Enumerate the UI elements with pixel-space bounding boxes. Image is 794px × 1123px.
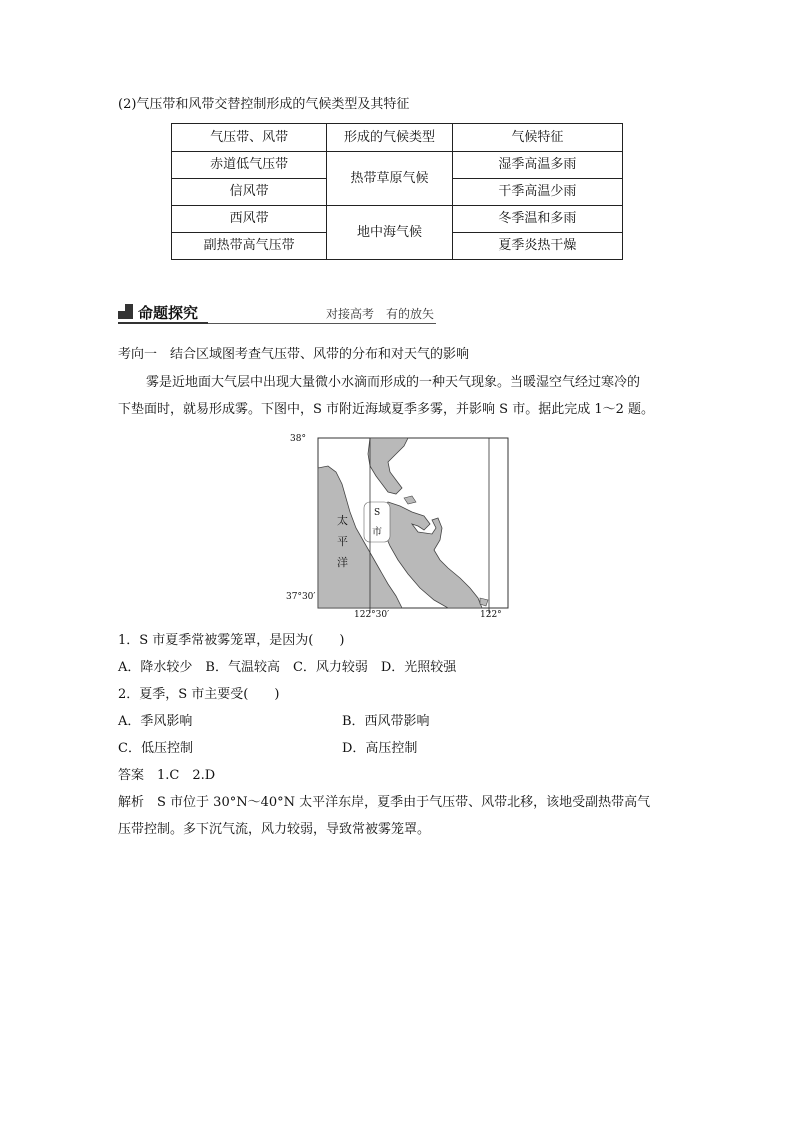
table-cell: 湿季高温多雨 (452, 152, 622, 179)
answer-line: 答案 1.C 2.D (118, 768, 216, 783)
table-cell: 西风带 (172, 206, 327, 233)
section-heading: (2)气压带和风带交替控制形成的气候类型及其特征 (118, 97, 410, 112)
section-subtitle: 对接高考 有的放矢 (326, 307, 435, 321)
table-cell: 冬季温和多雨 (452, 206, 622, 233)
question-2-option-d: D．高压控制 (342, 741, 418, 756)
ocean-label-char: 洋 (337, 556, 348, 569)
island (404, 496, 416, 504)
table-cell: 干季高温少雨 (452, 179, 622, 206)
question-2-stem: 2．夏季，S 市主要受( ) (118, 687, 280, 702)
region-map (284, 432, 514, 624)
lat-label-top: 38° (290, 434, 306, 444)
island (480, 598, 488, 606)
ocean-label-char: 太 (337, 514, 348, 527)
question-1-options: A．降水较少 B．气温较高 C．风力较弱 D．光照较强 (118, 660, 457, 675)
lat-label-bottom: 37°30′ (286, 592, 316, 602)
climate-table (171, 123, 623, 260)
east-landmass (382, 502, 482, 608)
analysis-line: 解析 S 市位于 30°N～40°N 太平洋东岸，夏季由于气压带、风带北移，该地受副热带高气 (118, 795, 651, 810)
question-2-option-b: B．西风带影响 (342, 714, 430, 729)
table-header-row (172, 124, 623, 152)
table-cell: 赤道低气压带 (172, 152, 327, 179)
table-row (172, 206, 623, 233)
city-label-char: 市 (372, 527, 382, 538)
table-cell: 信风带 (172, 179, 327, 206)
north-landmass (368, 438, 408, 494)
ocean-label-char: 平 (337, 535, 348, 548)
section-marker-icon (118, 304, 133, 319)
section-divider-accent (118, 322, 208, 324)
map-graphic (284, 432, 514, 624)
analysis-line: 压带控制。多下沉气流，风力较弱，导致常被雾笼罩。 (118, 822, 431, 837)
lon-label-right: 122° (480, 610, 502, 620)
table-row (172, 152, 623, 179)
question-2-option-a: A．季风影响 (118, 714, 193, 729)
lon-label-left: 122°30′ (354, 610, 390, 620)
table-cell: 夏季炎热干燥 (452, 233, 622, 260)
intro-paragraph-line: 雾是近地面大气层中出现大量微小水滴而形成的一种天气现象。当暖湿空气经过寒冷的 (146, 375, 641, 390)
direction-label: 考向一 结合区域图考查气压带、风带的分布和对天气的影响 (118, 347, 470, 362)
table-cell: 热带草原气候 (327, 152, 452, 206)
intro-paragraph-line: 下垫面时，就易形成雾。下图中，S 市附近海域夏季多雾，并影响 S 市。据此完成 1～2 题。 (118, 402, 655, 417)
table-cell: 地中海气候 (327, 206, 452, 260)
header-cell: 形成的气候类型 (327, 124, 452, 152)
section-title: 命题探究 (138, 304, 199, 322)
table-cell: 副热带高气压带 (172, 233, 327, 260)
question-1-stem: 1．S 市夏季常被雾笼罩，是因为( ) (118, 633, 345, 648)
header-cell: 气压带、风带 (172, 124, 327, 152)
question-2-option-c: C．低压控制 (118, 741, 193, 756)
header-cell: 气候特征 (452, 124, 622, 152)
city-label-char: S (374, 508, 381, 518)
